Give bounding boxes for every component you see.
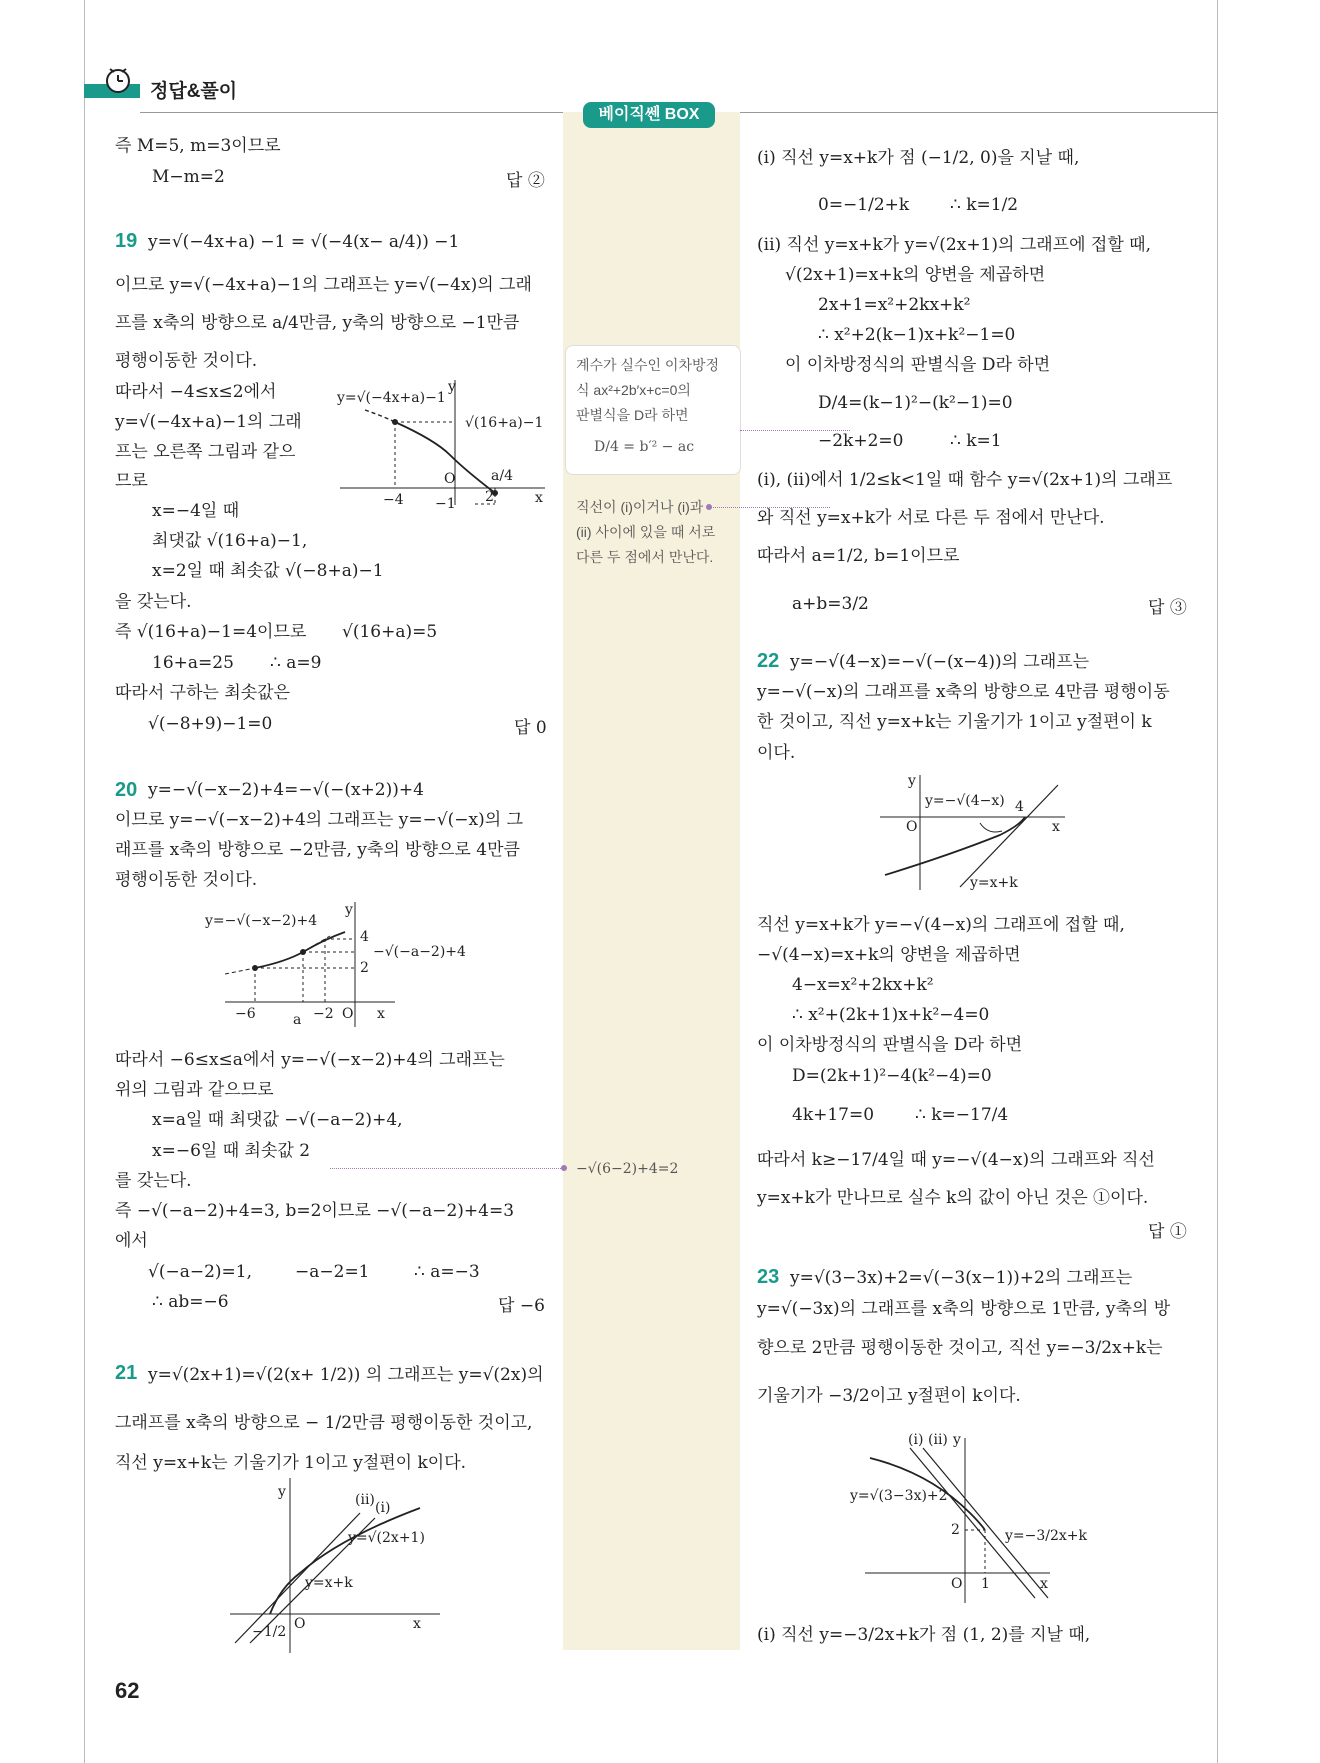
- graph-22: [880, 775, 1080, 890]
- p23-text-4: (i) 직선 y=−3/2x+k가 점 (1, 2)를 지날 때,: [757, 1625, 1091, 1645]
- header-title: 정답&풀이: [150, 81, 238, 102]
- p20-text-8: 를 갖는다.: [115, 1171, 192, 1191]
- p22-text-7: ∴ x²+(2k+1)x+k²−4=0: [792, 1005, 990, 1025]
- right-line-5: 2x+1=x²+2kx+k²: [818, 295, 971, 315]
- graph-23: [850, 1428, 1100, 1603]
- p19-text-5: y=√(−4x+a)−1의 그래: [115, 412, 302, 432]
- g22-line-label: y=x+k: [970, 875, 1018, 890]
- p23-text-1: y=√(−3x)의 그래프를 x축의 방향으로 1만큼, y축의 방: [757, 1299, 1171, 1319]
- g20-x6-label: −6: [235, 1006, 256, 1022]
- g23-origin-label: O: [951, 1576, 963, 1592]
- right-line-3: (ii) 직선 y=x+k가 y=√(2x+1)의 그래프에 접할 때,: [757, 235, 1151, 255]
- g21-i-label: (i): [375, 1500, 391, 1516]
- g20-xa-label: a: [293, 1012, 302, 1027]
- problem-20-equation: y=−√(−x−2)+4=−√(−(x+2))+4: [148, 780, 424, 800]
- p19-text-12b: √(16+a)=5: [342, 622, 438, 642]
- g23-line-label: y=−3/2x+k: [1005, 1528, 1088, 1544]
- right-line-9: −2k+2=0: [818, 431, 904, 451]
- right-border: [1217, 0, 1218, 1763]
- p22-text-3: 이다.: [757, 743, 796, 763]
- problem-20-number: 20: [115, 779, 138, 801]
- g20-x2-label: −2: [313, 1006, 334, 1022]
- g21-origin-label: O: [294, 1616, 306, 1632]
- g21-y-label: y: [278, 1484, 286, 1500]
- p19-text-2: 프를 x축의 방향으로 a/4만큼, y축의 방향으로 −1만큼: [115, 313, 520, 333]
- right-line-10: (i), (ii)에서 1/2≤k<1일 때 함수 y=√(2x+1)의 그래프: [757, 470, 1173, 490]
- answer-21: 답 ③: [1148, 598, 1187, 618]
- right-line-2: 0=−1/2+k: [818, 195, 910, 215]
- g21-ii-label: (ii): [355, 1492, 375, 1508]
- g22-y-label: y: [908, 775, 916, 789]
- connector-dot-1: [706, 504, 712, 510]
- p20-text-4: 따라서 −6≤x≤a에서 y=−√(−x−2)+4의 그래프는: [115, 1050, 505, 1070]
- p22-text-11: 따라서 k≥−17/4일 때 y=−√(4−x)의 그래프와 직선: [757, 1150, 1155, 1170]
- p19-text-1: 이므로 y=√(−4x+a)−1의 그래프는 y=√(−4x)의 그래: [115, 275, 532, 295]
- p19-text-15: √(−8+9)−1=0: [148, 714, 273, 734]
- left-line-1: 즉 M=5, m=3이므로: [115, 136, 281, 156]
- p20-text-2: 래프를 x축의 방향으로 −2만큼, y축의 방향으로 4만큼: [115, 840, 520, 860]
- answer-22: 답 ①: [1148, 1222, 1187, 1242]
- connector-dot-2: [561, 1165, 567, 1171]
- graph-21: [230, 1478, 450, 1653]
- right-line-1: (i) 직선 y=x+k가 점 (−1/2, 0)을 지날 때,: [757, 148, 1080, 168]
- p19-text-11: 을 갖는다.: [115, 592, 192, 612]
- problem-22-equation: y=−√(4−x)=−√(−(x−4))의 그래프는: [790, 652, 1090, 672]
- g21-line-label: y=x+k: [305, 1575, 353, 1591]
- right-line-11: 와 직선 y=x+k가 서로 다른 두 점에서 만난다.: [757, 508, 1105, 528]
- p19-text-8: x=−4일 때: [152, 501, 240, 521]
- p23-text-3: 기울기가 −3/2이고 y절편이 k이다.: [757, 1386, 1021, 1406]
- g19-x-label: x: [535, 490, 543, 506]
- g21-x-label: x: [413, 1616, 421, 1632]
- g22-origin-label: O: [906, 819, 918, 835]
- note-text-4: −√(6−2)+4=2: [576, 1161, 679, 1177]
- box-text-3: 판별식을 D라 하면: [576, 407, 689, 423]
- g20-y-label: y: [345, 902, 353, 918]
- problem-21-equation: y=√(2x+1)=√(2(x+ 1/2)) 의 그래프는 y=√(2x)의: [148, 1365, 544, 1385]
- problem-22-number: 22: [757, 650, 780, 672]
- p22-text-4: 직선 y=x+k가 y=−√(4−x)의 그래프에 접할 때,: [757, 915, 1125, 935]
- box-text-2: 식 ax²+2b′x+c=0의: [576, 382, 691, 398]
- graph-19: [335, 380, 545, 510]
- p20-text-11: √(−a−2)=1,: [148, 1262, 253, 1282]
- p20-text-11c: ∴ a=−3: [414, 1262, 480, 1282]
- right-line-9b: ∴ k=1: [950, 431, 1002, 451]
- g21-xm-label: −1/2: [252, 1624, 287, 1640]
- p20-text-12: ∴ ab=−6: [152, 1292, 229, 1312]
- p22-text-2: 한 것이고, 직선 y=x+k는 기울기가 1이고 y절편이 k: [757, 712, 1152, 732]
- left-line-2: M−m=2: [152, 167, 225, 187]
- right-line-2b: ∴ k=1/2: [950, 195, 1019, 215]
- problem-19-number: 19: [115, 230, 138, 252]
- g20-x-label: x: [377, 1006, 385, 1022]
- p19-text-3: 평행이동한 것이다.: [115, 351, 258, 371]
- p22-text-10b: ∴ k=−17/4: [915, 1105, 1009, 1125]
- p19-text-12: 즉 √(16+a)−1=4이므로: [115, 622, 307, 642]
- g21-curve-label: y=√(2x+1): [348, 1530, 425, 1546]
- g23-x-label: x: [1040, 1576, 1048, 1592]
- right-line-4: √(2x+1)=x+k의 양변을 제곱하면: [785, 265, 1046, 285]
- p20-text-7: x=−6일 때 최솟값 2: [152, 1141, 311, 1161]
- p19-text-13: 16+a=25: [152, 653, 234, 673]
- g20-origin-label: O: [342, 1006, 354, 1022]
- p21-text-2: 직선 y=x+k는 기울기가 1이고 y절편이 k이다.: [115, 1453, 467, 1473]
- connector-3: [330, 1168, 565, 1169]
- box-text-1: 계수가 실수인 이차방정: [576, 357, 720, 373]
- p20-text-11b: −a−2=1: [295, 1262, 370, 1282]
- p22-text-9: D=(2k+1)²−4(k²−4)=0: [792, 1066, 992, 1086]
- p21-text-1: 그래프를 x축의 방향으로 − 1/2만큼 평행이동한 것이고,: [115, 1413, 533, 1433]
- g19-top-label: √(16+a)−1: [465, 415, 544, 431]
- page-number: 62: [115, 1678, 140, 1703]
- p20-text-3: 평행이동한 것이다.: [115, 870, 258, 890]
- p19-text-6: 프는 오른쪽 그림과 같으: [115, 442, 296, 462]
- p19-text-7: 므로: [115, 471, 148, 491]
- p20-text-6: x=a일 때 최댓값 −√(−a−2)+4,: [152, 1110, 403, 1130]
- right-line-7: 이 이차방정식의 판별식을 D라 하면: [785, 355, 1051, 375]
- g19-x2-label: 2: [485, 489, 494, 505]
- p19-text-10: x=2일 때 최솟값 √(−8+a)−1: [152, 561, 384, 581]
- p20-text-5: 위의 그림과 같으므로: [115, 1080, 274, 1100]
- g20-y4-label: 4: [360, 929, 369, 945]
- g23-i-label: (i): [908, 1432, 924, 1448]
- answer-20: 답 −6: [498, 1296, 545, 1316]
- g22-x-label: x: [1052, 819, 1060, 835]
- p22-text-1: y=−√(−x)의 그래프를 x축의 방향으로 4만큼 평행이동: [757, 682, 1170, 702]
- g19-y1-label: −1: [435, 496, 456, 510]
- problem-21-number: 21: [115, 1362, 138, 1384]
- p22-text-5: −√(4−x)=x+k의 양변을 제곱하면: [757, 945, 1021, 965]
- g20-y2-label: 2: [360, 960, 369, 976]
- p23-text-2: 향으로 2만큼 평행이동한 것이고, 직선 y=−3/2x+k는: [757, 1338, 1163, 1358]
- g23-curve-label: y=√(3−3x)+2: [850, 1488, 948, 1504]
- g23-y-label: y: [953, 1432, 961, 1448]
- g19-curve-label: y=√(−4x+a)−1: [337, 390, 446, 406]
- p22-text-10: 4k+17=0: [792, 1105, 875, 1125]
- right-line-6: ∴ x²+2(k−1)x+k²−1=0: [818, 325, 1016, 345]
- p19-text-9: 최댓값 √(16+a)−1,: [152, 531, 308, 551]
- p19-text-14: 따라서 구하는 최솟값은: [115, 683, 291, 703]
- g19-origin-label: O: [444, 471, 456, 487]
- problem-23-number: 23: [757, 1266, 780, 1288]
- g19-a4-label: a/4: [491, 468, 513, 484]
- p20-text-10: 에서: [115, 1231, 148, 1251]
- g20-point-label: −√(−a−2)+4: [373, 944, 466, 960]
- g23-x1-label: 1: [981, 1576, 990, 1592]
- g23-ii-label: (ii): [928, 1432, 948, 1448]
- note-text-1: 직선이 (i)이거나 (i)과: [576, 499, 704, 515]
- right-line-12: 따라서 a=1/2, b=1이므로: [757, 546, 960, 566]
- g22-curve-label: y=−√(4−x): [925, 793, 1005, 809]
- clock-icon: [104, 66, 132, 98]
- note-text-2: (ii) 사이에 있을 때 서로: [576, 524, 716, 540]
- p20-text-9: 즉 −√(−a−2)+4=3, b=2이므로 −√(−a−2)+4=3: [115, 1201, 515, 1221]
- box-label: 베이직쎈 BOX: [583, 102, 715, 128]
- g23-y2-label: 2: [951, 1522, 960, 1538]
- note-text-3: 다른 두 점에서 만난다.: [576, 549, 714, 565]
- p19-text-4: 따라서 −4≤x≤2에서: [115, 382, 277, 402]
- g20-curve-label: y=−√(−x−2)+4: [205, 913, 318, 929]
- right-line-8: D/4=(k−1)²−(k²−1)=0: [818, 393, 1013, 413]
- problem-23-equation: y=√(3−3x)+2=√(−3(x−1))+2의 그래프는: [790, 1268, 1133, 1288]
- p22-text-6: 4−x=x²+2kx+k²: [792, 975, 934, 995]
- p19-text-13b: ∴ a=9: [270, 653, 322, 673]
- g19-y-label: y: [448, 380, 456, 395]
- p20-text-1: 이므로 y=−√(−x−2)+4의 그래프는 y=−√(−x)의 그: [115, 810, 523, 830]
- right-line-13: a+b=3/2: [792, 594, 869, 614]
- p22-text-8: 이 이차방정식의 판별식을 D라 하면: [757, 1035, 1023, 1055]
- p22-text-12: y=x+k가 만나므로 실수 k의 값이 아닌 것은 ①이다.: [757, 1188, 1149, 1208]
- g22-x4-label: 4: [1015, 799, 1024, 815]
- left-border: [84, 0, 85, 1763]
- box-text-4: D/4 = b′² − ac: [594, 439, 695, 455]
- answer-19: 답 0: [514, 718, 547, 738]
- graph-20: [205, 902, 475, 1027]
- problem-19-equation: y=√(−4x+a) −1 = √(−4(x− a/4)) −1: [148, 232, 460, 252]
- g19-x1-label: −4: [383, 492, 404, 508]
- answer-18: 답 ②: [506, 171, 545, 191]
- middle-column: [563, 112, 740, 1650]
